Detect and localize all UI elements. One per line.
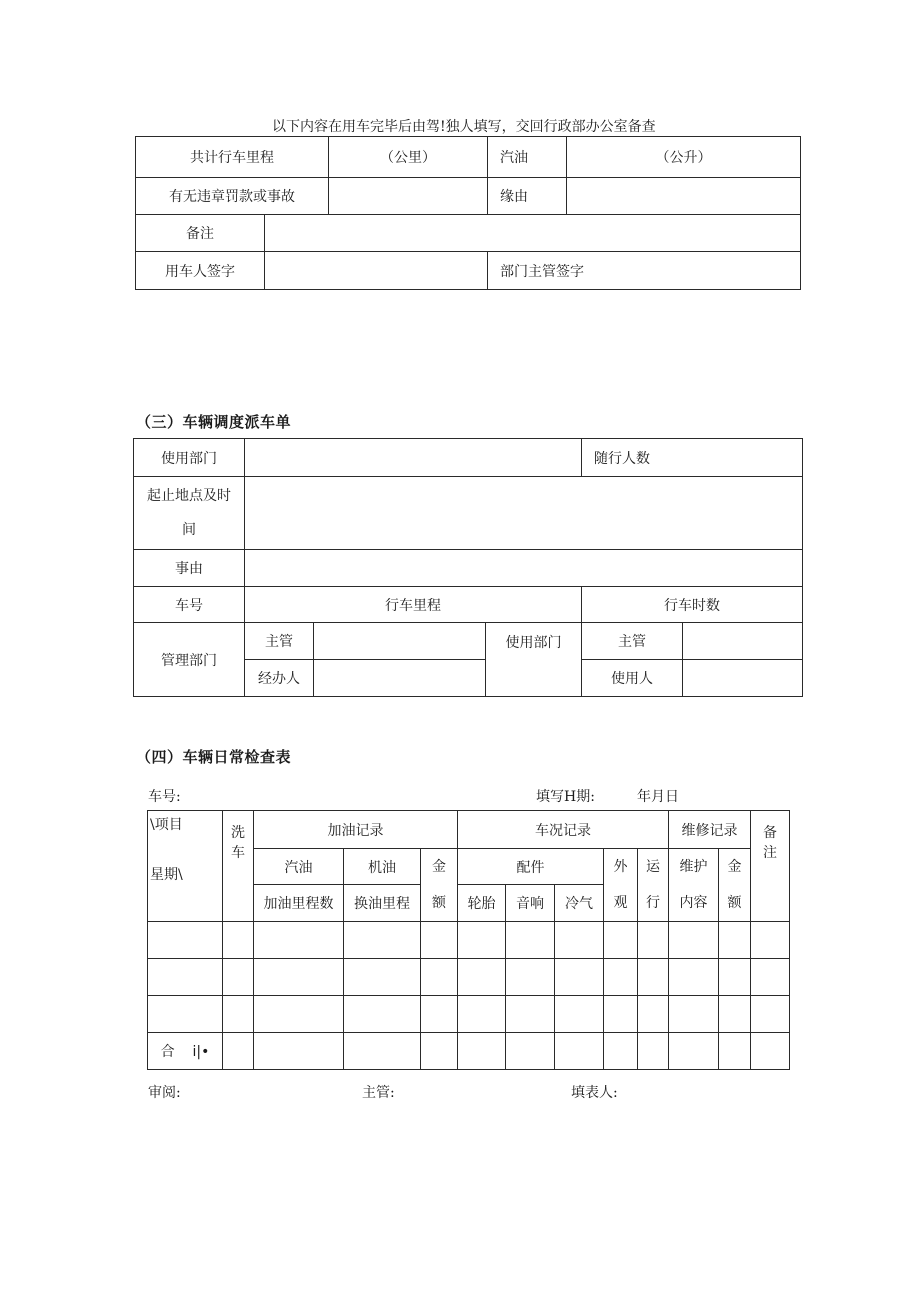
remarks-label: 备注: [136, 215, 265, 252]
refuel-mileage-header: 加油里程数: [254, 885, 344, 922]
plate-label: 车号: [134, 587, 245, 623]
remarks-field[interactable]: [265, 215, 801, 252]
using-dept-field[interactable]: [245, 439, 582, 477]
purpose-field[interactable]: [245, 550, 803, 587]
total-row: [148, 1033, 790, 1070]
total-mileage-field[interactable]: [329, 137, 488, 178]
check-plate-label: 车号:: [148, 789, 181, 805]
table-row: [148, 922, 790, 959]
driver-sign-field[interactable]: [265, 252, 488, 290]
condition-record-header: 车况记录: [458, 811, 669, 849]
gasoline-label: 汽油: [488, 137, 567, 178]
route-time-label: 起止地点及时 间: [134, 477, 245, 550]
audio-header: 音响: [506, 885, 555, 922]
maintenance-header: 维护 内容: [669, 849, 719, 922]
user-supervisor-field[interactable]: [683, 623, 803, 660]
table-row: [148, 996, 790, 1033]
gasoline-field[interactable]: [567, 137, 801, 178]
dispatch-table: [133, 438, 803, 697]
driver-sign-label: 用车人签字: [136, 252, 265, 290]
total-label-cell: 合 i|•: [148, 1033, 223, 1070]
filler-label: 填表人:: [571, 1085, 618, 1101]
tire-header: 轮胎: [458, 885, 506, 922]
wash-header: 洗 车: [223, 811, 254, 922]
daily-check-table: [147, 810, 790, 1070]
purpose-label: 事由: [134, 550, 245, 587]
section1-caption: 以下内容在用车完毕后由驾!独人填写，交回行政部办公室备查: [272, 119, 656, 135]
table-row: [148, 959, 790, 996]
repair-amount-header: 金 额: [719, 849, 751, 922]
handler-field[interactable]: [314, 660, 486, 697]
duration-label: 行车时数: [582, 587, 803, 623]
section3-heading: （三）车辆调度派车单: [136, 413, 292, 431]
date-placeholder: 年月日: [637, 789, 679, 805]
dept-head-sign-label: 部门主管签字: [488, 252, 801, 290]
user-label: 使用人: [582, 660, 683, 697]
violation-label: 有无违章罚款或事故: [136, 178, 329, 215]
running-header: 运 行: [638, 849, 669, 922]
route-time-field[interactable]: [245, 477, 803, 550]
refuel-record-header: 加油记录: [254, 811, 458, 849]
using-dept-label: 使用部门: [134, 439, 245, 477]
ac-header: 冷气: [555, 885, 604, 922]
review-label: 审阅:: [148, 1085, 181, 1101]
item-weekday-header: \项目 星期\: [148, 811, 223, 922]
user-supervisor-label: 主管: [582, 623, 683, 660]
fill-date-label: 填写H期:: [536, 789, 595, 805]
reason-field[interactable]: [567, 178, 801, 215]
supervisor-sign-label: 主管:: [362, 1085, 395, 1101]
km-unit: （公里）: [380, 150, 436, 166]
repair-record-header: 维修记录: [669, 811, 751, 849]
mgmt-supervisor-label: 主管: [245, 623, 314, 660]
vehicle-return-table: [135, 136, 801, 290]
gasoline-header: 汽油: [254, 849, 344, 885]
remarks-header: 备 注: [751, 811, 790, 922]
engine-oil-header: 机油: [344, 849, 421, 885]
total-mileage-label: 共计行车里程: [136, 137, 329, 178]
appearance-header: 外 观: [604, 849, 638, 922]
handler-label: 经办人: [245, 660, 314, 697]
user-field[interactable]: [683, 660, 803, 697]
mgmt-supervisor-field[interactable]: [314, 623, 486, 660]
mileage-label: 行车里程: [245, 587, 582, 623]
mgmt-dept-label: 管理部门: [134, 623, 245, 697]
refuel-amount-header: 金 额: [421, 849, 458, 922]
using-dept2-label: 使用部门: [486, 623, 582, 697]
oilchange-mileage-header: 换油里程: [344, 885, 421, 922]
companions-label: 随行人数: [582, 439, 803, 477]
parts-header: 配件: [458, 849, 604, 885]
liter-unit: （公升）: [655, 150, 712, 166]
reason-label: 缘由: [488, 178, 567, 215]
violation-field[interactable]: [329, 178, 488, 215]
section4-heading: （四）车辆日常检查表: [136, 748, 292, 766]
